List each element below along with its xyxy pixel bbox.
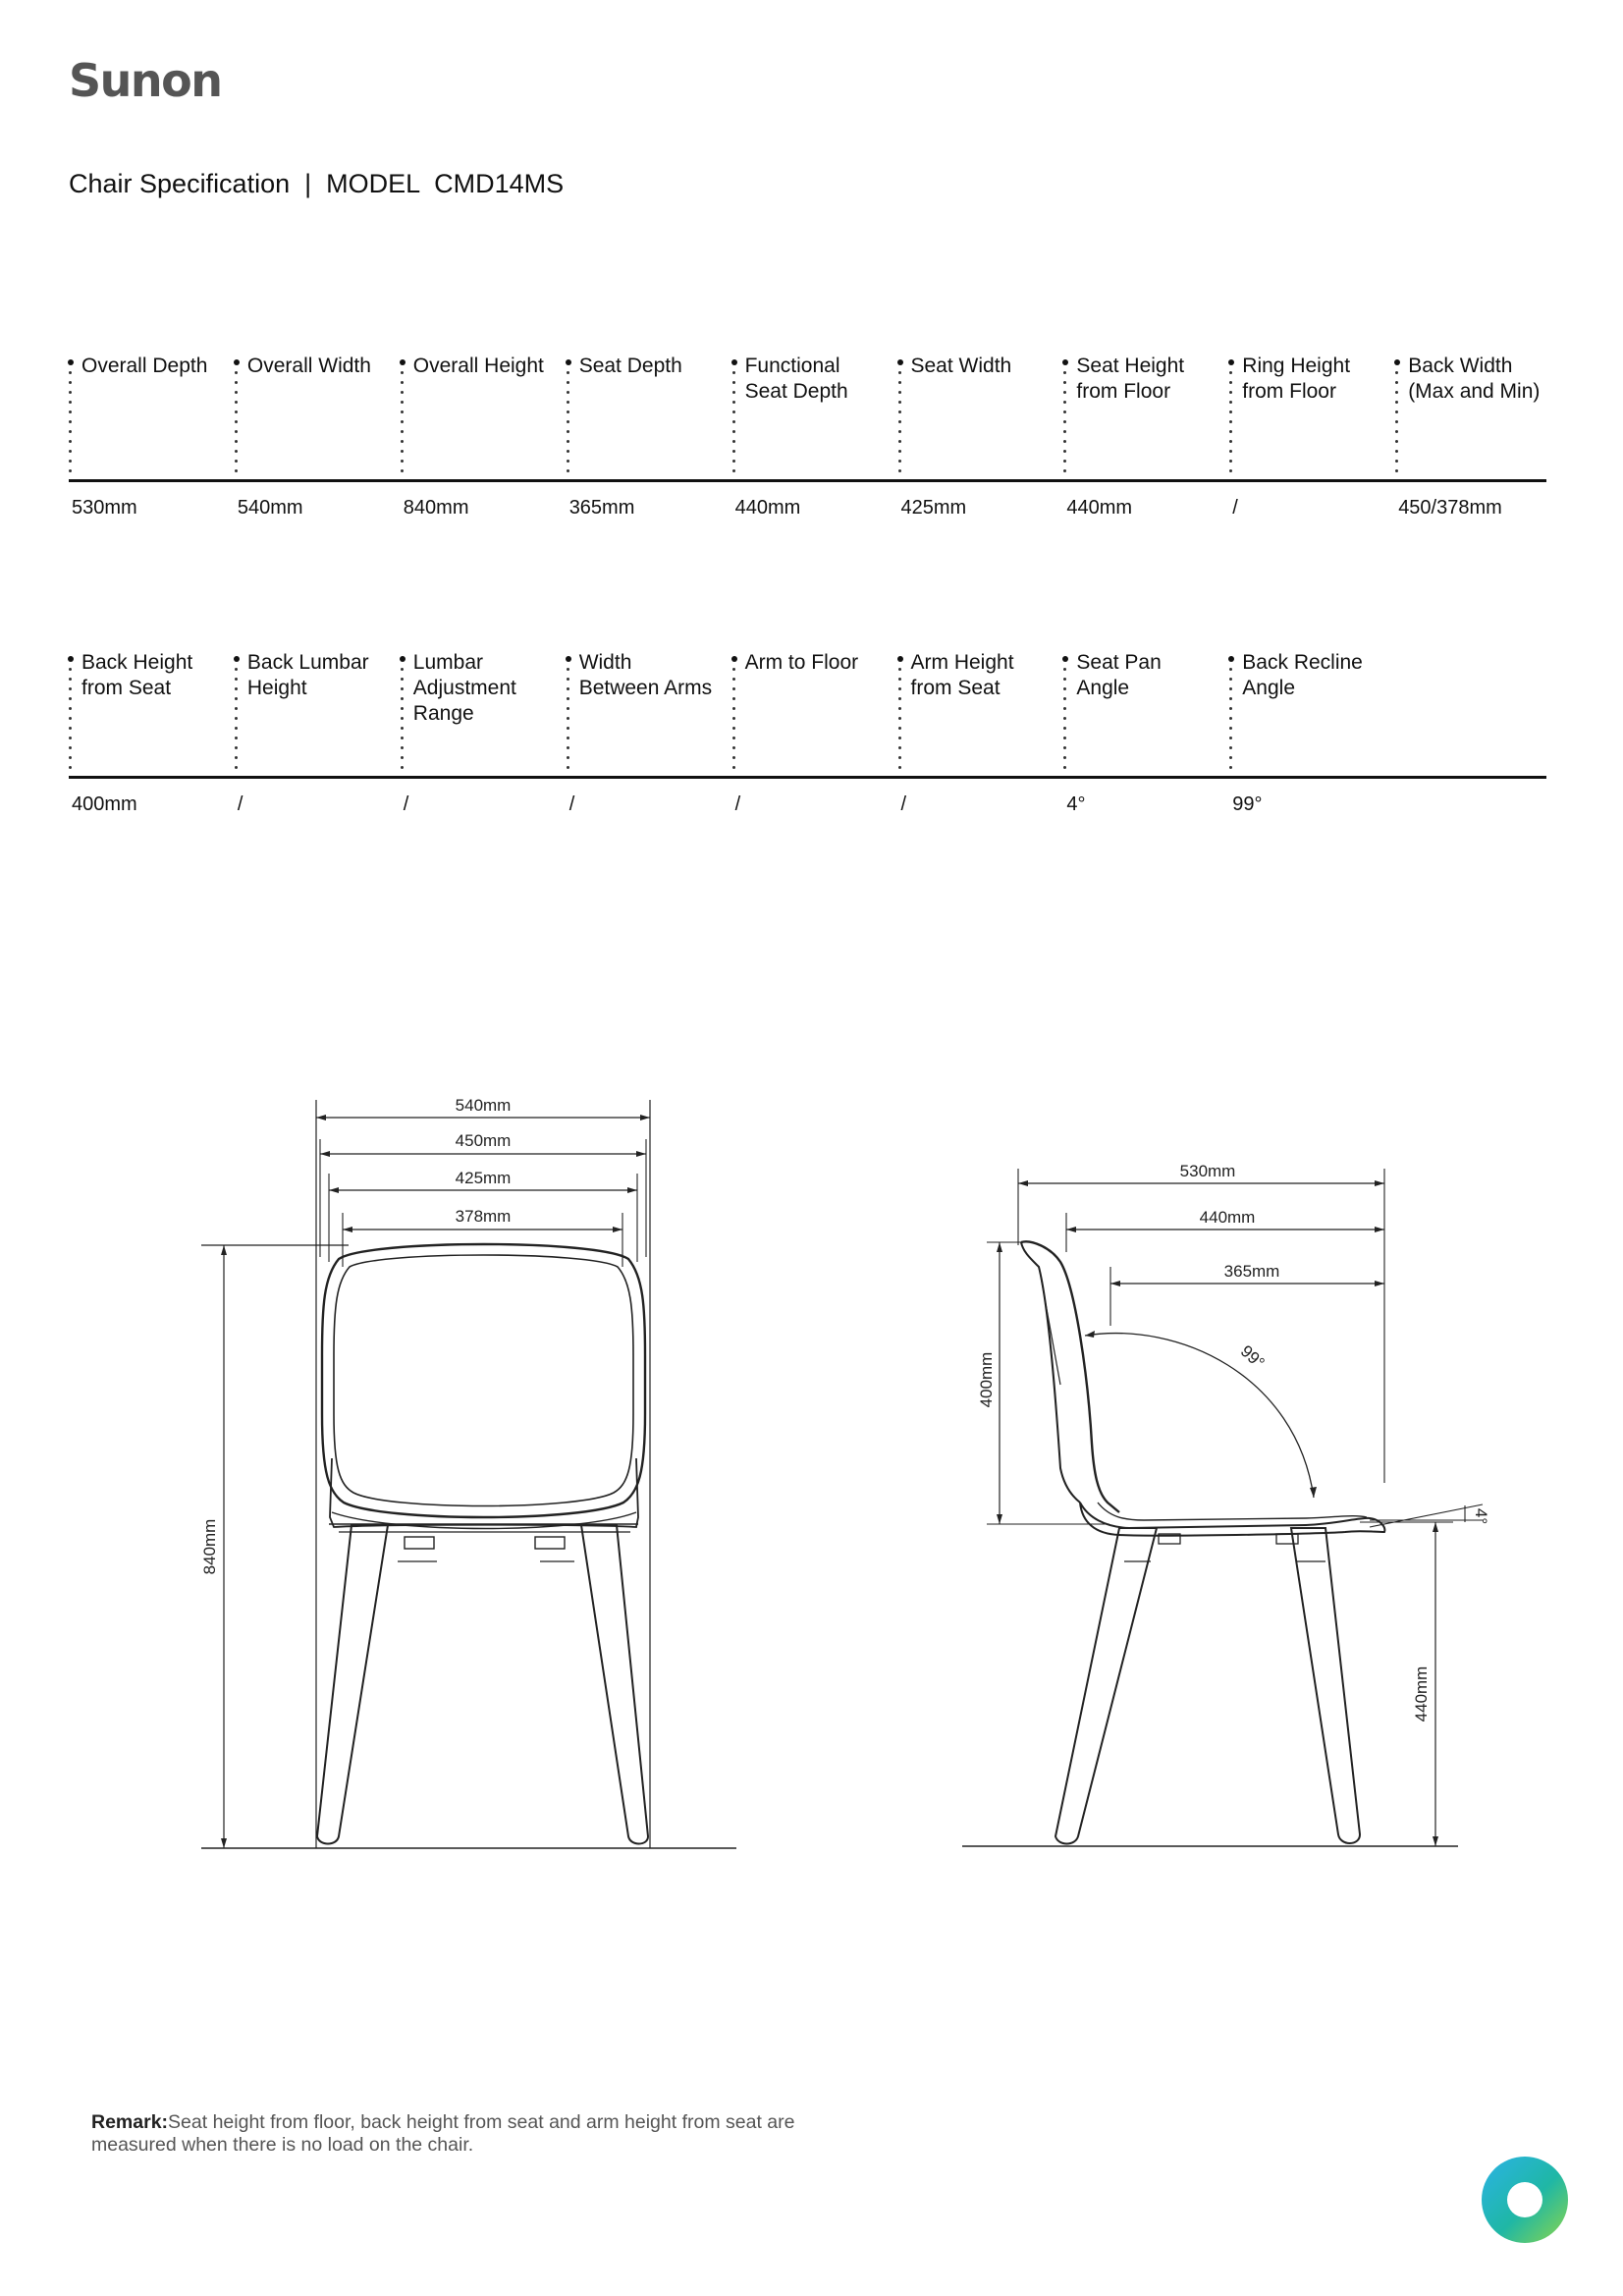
- remark-text: Seat height from floor, back height from seat and arm height from seat are measured when there is no load on the chair.: [91, 2111, 795, 2156]
- table-header-label: Back Lumbar Height: [246, 651, 369, 699]
- table-value-cell: 540mm: [237, 497, 303, 519]
- table-header-label: Seat Depth: [578, 355, 682, 377]
- table-header-label: Overall Width: [246, 355, 371, 377]
- table-header-label: Overall Height: [412, 355, 544, 377]
- table-header-label: Ring Height from Floor: [1242, 355, 1351, 403]
- table-value-cell: /: [403, 793, 409, 815]
- table-value-cell: 450/378mm: [1398, 497, 1502, 519]
- table-header-label: Back Recline Angle: [1242, 651, 1363, 699]
- brand-badge-icon: [1481, 2156, 1569, 2244]
- table-header-label: Back Height from Seat: [81, 651, 193, 699]
- table-header-label: Arm to Floor: [744, 651, 859, 674]
- dim-front-back-width-max: 450mm: [455, 1131, 512, 1150]
- dim-side-seat-height: 440mm: [1412, 1666, 1431, 1722]
- table-value-cell: 440mm: [734, 497, 801, 519]
- dim-side-seat-depth: 365mm: [1223, 1262, 1280, 1281]
- table-header-label: Arm Height from Seat: [910, 651, 1014, 699]
- table-value-cell: 440mm: [1066, 497, 1133, 519]
- dim-side-overall-depth: 530mm: [1179, 1162, 1236, 1180]
- table-value-cell: /: [734, 793, 741, 815]
- table-value-cell: 530mm: [72, 497, 137, 519]
- table-header-label: Lumbar Adjustment Range: [412, 651, 516, 725]
- table-value-cell: 99°: [1232, 793, 1263, 815]
- table-value-cell: /: [900, 793, 907, 815]
- table-header-label: Overall Depth: [81, 355, 208, 377]
- table-value-cell: /: [237, 793, 243, 815]
- table-header-label: Seat Height from Floor: [1076, 355, 1185, 403]
- page-title: Chair Specification | MODEL CMD14MS: [69, 169, 565, 198]
- side-view-drawing: [962, 1169, 1483, 1846]
- dim-side-seat-pan-angle: 4°: [1472, 1507, 1490, 1525]
- table-value-cell: /: [568, 793, 575, 815]
- dim-side-functional-seat-depth: 440mm: [1199, 1208, 1256, 1227]
- table-header-label: Functional Seat Depth: [744, 355, 848, 403]
- table-value-cell: 4°: [1066, 793, 1086, 815]
- table-value-cell: 365mm: [568, 497, 635, 519]
- table-header-label: Width Between Arms: [578, 651, 713, 699]
- dim-front-seat-width: 425mm: [455, 1169, 512, 1187]
- table-value-cell: 840mm: [403, 497, 469, 519]
- dim-side-back-height: 400mm: [977, 1351, 996, 1408]
- remark-note: [91, 2111, 838, 2157]
- table-header-label: Seat Width: [910, 355, 1012, 377]
- dim-front-overall-width: 540mm: [455, 1096, 512, 1115]
- dim-side-recline-angle: 99°: [1236, 1341, 1269, 1373]
- brand-logo: Sunon: [69, 54, 222, 107]
- table-header-label: Back Width (Max and Min): [1408, 355, 1541, 403]
- table-value-cell: 400mm: [72, 793, 137, 815]
- dim-front-back-width-min: 378mm: [455, 1207, 512, 1226]
- table-value-cell: 425mm: [900, 497, 967, 519]
- dim-front-overall-height: 840mm: [200, 1518, 219, 1575]
- table-value-cell: /: [1232, 497, 1238, 519]
- remark-label: Remark:: [91, 2111, 169, 2133]
- table-header-label: Seat Pan Angle: [1076, 651, 1162, 699]
